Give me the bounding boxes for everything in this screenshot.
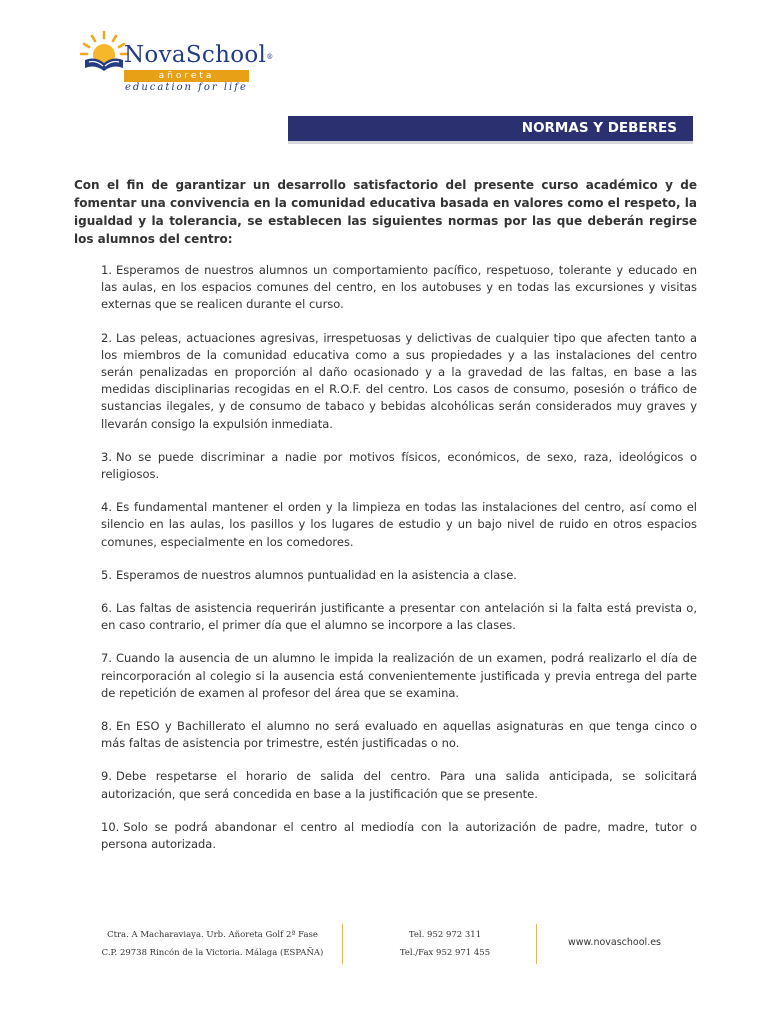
rule-text: Las faltas de asistencia requerirán justificante a presentar con antelación si la falta está prevista o, en caso contrario, el primer día que el alumno se incorpore a las clases. bbox=[101, 601, 697, 633]
rule-text: No se puede discriminar a nadie por motivos físicos, económicos, de sexo, raza, ideológicos o religiosos. bbox=[101, 449, 697, 482]
page-title: NORMAS Y DEBERES bbox=[521, 120, 677, 136]
footer-divider bbox=[536, 924, 537, 964]
rule-item bbox=[101, 567, 697, 584]
novaschool-logo bbox=[80, 30, 274, 96]
rule-number: 7. bbox=[101, 651, 112, 666]
rule-text: Las peleas, actuaciones agresivas, irrespetuosas y delictivas de cualquier tipo que afecten tanto a los miembros de la comunidad educativa como a sus propiedades y a las instalaciones del centro serán penalizadas en proporción al daño ocasionado y a la gravedad de las faltas, en base a las medidas disciplinarias recogidas en el R.O.F. del centro. Los casos de consumo, posesión o tráfico de sustancias ilegales, y de consumo de tabaco y bebidas alcohólicas serán considerados muy graves y llevarán consigo la expulsión inmediata. bbox=[101, 330, 697, 431]
rule-number: 8. bbox=[101, 719, 112, 734]
phone-number: Tel. 952 972 311 bbox=[408, 930, 482, 940]
intro-paragraph: Con el fin de garantizar un desarrollo satisfactorio del presente curso académico y de fomentar una convivencia en la comunidad educativa basada en valores como el respeto, la igualdad y la tolerancia, se establecen las siguientes normas por las que deberán regirse los alumnos del centro: bbox=[74, 178, 697, 246]
rule-number: 4. bbox=[101, 500, 112, 515]
rule-item bbox=[101, 262, 697, 314]
rule-number: 1. bbox=[101, 263, 112, 277]
rule-text: En ESO y Bachillerato el alumno no será evaluado en aquellas asignaturas en que tenga cinco o más faltas de asistencia por trimestre, estén justificadas o no. bbox=[101, 719, 697, 751]
rule-text: Solo se podrá abandonar el centro al mediodía con la autorización de padre, madre, tutor o persona autorizada. bbox=[101, 819, 697, 852]
footer-phones bbox=[384, 926, 506, 962]
website-link[interactable]: www.novaschool.es bbox=[568, 937, 662, 948]
address-line-1: Ctra. A Macharaviaya. Urb. Añoreta Golf 2ª Fase bbox=[107, 930, 318, 940]
rule-number: 6. bbox=[101, 601, 112, 616]
rules-list bbox=[101, 262, 697, 869]
footer-divider bbox=[342, 924, 343, 964]
registered-mark: ® bbox=[266, 53, 274, 61]
rule-item bbox=[101, 600, 697, 634]
rule-item bbox=[101, 499, 697, 551]
rule-number: 3. bbox=[101, 449, 112, 464]
rule-number: 5. bbox=[101, 567, 112, 582]
brand-name: NovaSchool® bbox=[124, 42, 274, 68]
rule-text: Es fundamental mantener el orden y la limpieza en todas las instalaciones del centro, así como el silencio en las aulas, los pasillos y los lugares de estudio y un bajo nivel de ruido en otros espacios comunes, especialmente en los comedores. bbox=[101, 500, 697, 549]
brand-subtitle: añoreta bbox=[124, 70, 249, 82]
rule-item bbox=[101, 718, 697, 752]
rule-text: Esperamos de nuestros alumnos un comportamiento pacífico, respetuoso, tolerante y educado en las aulas, en los espacios comunes del centro, en los autobuses y en todas las excursiones y visitas externas que se realicen durante el curso. bbox=[101, 263, 697, 312]
rule-number: 2. bbox=[101, 330, 112, 345]
rule-item bbox=[101, 330, 697, 433]
rule-number: 10. bbox=[101, 819, 120, 834]
rule-number: 9. bbox=[101, 769, 112, 784]
fax-number: Tel./Fax 952 971 455 bbox=[399, 948, 491, 958]
page-footer bbox=[0, 924, 770, 974]
rule-text: Esperamos de nuestros alumnos puntualidad en la asistencia a clase. bbox=[115, 567, 517, 582]
address-line-2: C.P. 29738 Rincón de la Victoria. Málaga (ESPAÑA) bbox=[101, 948, 324, 958]
rule-item bbox=[101, 650, 697, 702]
footer-address bbox=[95, 926, 330, 962]
rule-item bbox=[101, 449, 697, 483]
brand-tagline: education for life bbox=[125, 82, 248, 93]
page-title-banner bbox=[288, 116, 693, 144]
sun-over-book-icon bbox=[80, 30, 128, 74]
rule-item bbox=[101, 819, 697, 853]
rule-item bbox=[101, 768, 697, 802]
rule-text: Cuando la ausencia de un alumno le impida la realización de un examen, podrá realizarlo el día de reincorporación al colegio si la ausencia está convenientemente justificada y previa entrega del parte de repetición de examen al profesor del área que se examina. bbox=[101, 651, 697, 700]
rule-text: Debe respetarse el horario de salida del centro. Para una salida anticipada, se solicitará autorización, que será concedida en base a la justificación que se presente. bbox=[101, 769, 697, 801]
